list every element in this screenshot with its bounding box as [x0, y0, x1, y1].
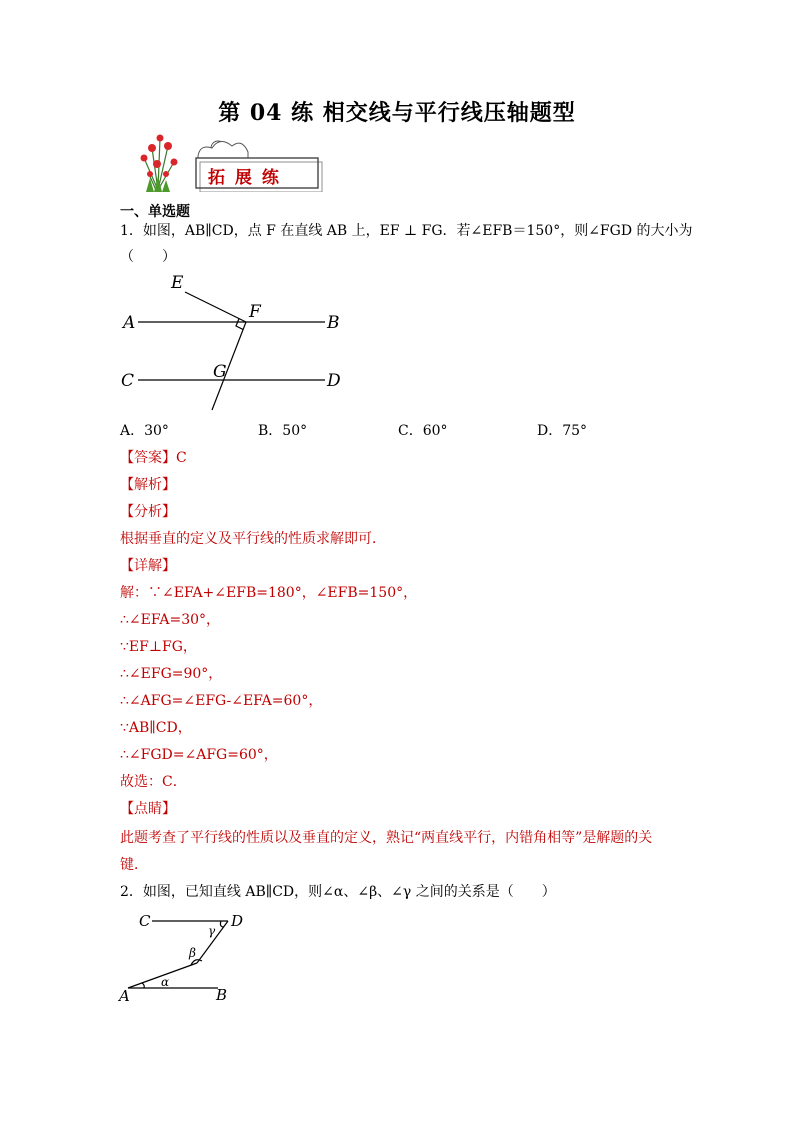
step-1: 解：∵∠EFA+∠EFB=180°，∠EFB=150°， [120, 585, 418, 601]
step-2: ∴∠EFA=30°， [120, 612, 221, 628]
ray-fe [185, 292, 246, 322]
label-a: A [123, 313, 136, 333]
q1-option-c: C．60° [398, 423, 448, 439]
q2-figure [115, 905, 255, 1005]
q1-figure [115, 272, 355, 417]
banner [130, 128, 325, 192]
step-5: ∴∠AFG=∠EFG-∠EFA=60°， [120, 693, 323, 709]
label-beta: β [189, 946, 196, 960]
label-c: C [139, 912, 151, 930]
q1-stem-line2: （ ） [120, 249, 176, 265]
label-f: F [249, 302, 261, 322]
q2-stem: 2．如图，已知直线 AB∥CD，则∠α、∠β、∠γ 之间的关系是（ ） [120, 884, 556, 900]
banner-label: 拓 展 练 [208, 168, 281, 188]
label-d: D [231, 912, 244, 930]
fenxi-text: 根据垂直的定义及平行线的性质求解即可． [120, 531, 386, 547]
step-7: ∴∠FGD=∠AFG=60°， [120, 747, 278, 763]
step-4: ∴∠EFG=90°， [120, 666, 223, 682]
q1-stem-line1: 1．如图，AB∥CD，点 F 在直线 AB 上，EF ⊥ FG．若∠EFB＝150°，则∠FGD 的大小为 [120, 223, 693, 239]
arc-alpha [142, 983, 144, 988]
section-heading: 一、单选题 [120, 204, 190, 220]
step-3: ∵EF⊥FG， [120, 639, 197, 655]
page-title: 第 04 练 相交线与平行线压轴题型 [218, 100, 576, 126]
arc-gamma [220, 921, 224, 927]
detail-tag: 【详解】 [120, 558, 176, 574]
label-g: G [213, 362, 227, 382]
comment-line1: 此题考查了平行线的性质以及垂直的定义，熟记“两直线平行，内错角相等”是解题的关 [120, 830, 653, 846]
step-8: 故选：C． [120, 774, 187, 790]
comment-tag: 【点睛】 [120, 801, 176, 817]
label-alpha: α [161, 975, 170, 989]
analysis-tag: 【解析】 [120, 477, 176, 493]
q1-option-b: B．50° [258, 423, 308, 439]
q1-option-d: D．75° [537, 423, 588, 439]
label-b: B [327, 313, 340, 333]
label-c: C [121, 371, 135, 391]
q1-answer-row [120, 448, 187, 468]
label-b: B [216, 986, 228, 1004]
answer-value: C [176, 450, 187, 466]
label-a: A [119, 987, 130, 1005]
label-d: D [327, 371, 341, 391]
step-6: ∵AB∥CD， [120, 720, 192, 736]
answer-tag: 【答案】 [120, 450, 176, 466]
comment-line2: 键． [120, 857, 148, 873]
label-e: E [171, 273, 184, 293]
q1-option-a: A．30° [120, 423, 169, 439]
fenxi-tag: 【分析】 [120, 504, 176, 520]
label-gamma: γ [208, 924, 216, 938]
